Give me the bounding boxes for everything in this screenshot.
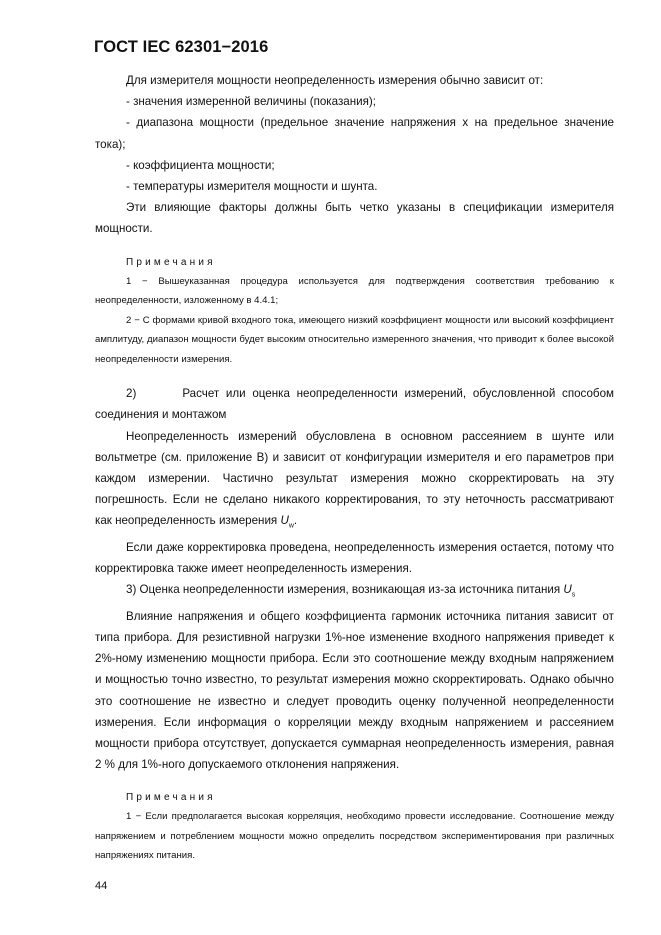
list-item: - значения измеренной величины (показания);	[126, 95, 376, 109]
note-item: 1 − Вышеуказанная процедура используется для подтверждения соответствия требованию к неопределенности, изложенному в 4.4.1;	[95, 275, 614, 307]
page-number: 44	[95, 880, 108, 892]
symbol-letter: U	[280, 514, 289, 528]
paragraph-text: Неопределенность измерений обусловлена в основном рассеянием в шунте или вольтметре (см. приложение В) и зависит от конфигурации измерителя и его параметров при каждом измерении. Частично результат измерения можно скорректировать на эту погрешность. Если не сделано никакого корректирования, то эту неточность рассматривают как неопределенность измерения	[95, 429, 614, 528]
note-item: 1 − Если предполагается высокая корреляция, необходимо провести исследование. Соотношение между напряжением и потреблением мощности можно определить посредством экспериментирования при различных напряжениях питания.	[95, 811, 614, 862]
symbol	[280, 514, 294, 530]
note-heading: Примечания	[126, 792, 216, 804]
paragraph	[95, 426, 614, 537]
list-item: - коэффициента мощности;	[126, 158, 275, 172]
paragraph: Влияние напряжения и общего коэффициента гармоник источника питания зависит от типа прибора. Для резистивной нагрузки 1%-ное изменение входного напряжения приведет к 2%-ному изменению мощности прибора. Если это соотношение между входным напряжением и мощностью точно известно, то результат измерения можно скорректировать. Однако обычно это соотношение не известно и следует проводить оценку полученной неопределенности измерения. Если информация о корреляции между входным напряжением и рассеянием мощности прибора отсутствует, допускается суммарная неопределенность измерения, равная 2 % для 1%-ного допускаемого отклонения напряжения.	[95, 609, 614, 772]
section-title: Расчет или оценка неопределенности измерений, обусловленной способом соединения и монтажом	[95, 387, 614, 422]
symbol-letter: U	[563, 583, 572, 597]
document-header: ГОСТ IEC 62301−2016	[94, 38, 269, 56]
paragraph: Если даже корректировка проведена, неопределенность измерения остается, потому что корректировка также имеет неопределенность измерения.	[95, 540, 614, 576]
symbol	[563, 583, 576, 599]
section-title: 3) Оценка неопределенности измерения, возникающая из-за источника питания	[126, 583, 564, 597]
list-item: - температуры измерителя мощности и шунта.	[126, 180, 378, 194]
note-heading: Примечания	[126, 256, 216, 268]
paragraph: Эти влияющие факторы должны быть четко указаны в спецификации измерителя мощности.	[95, 201, 614, 236]
symbol-subscript: w	[288, 522, 294, 530]
spacer	[95, 369, 614, 383]
list-item: - диапазона мощности (предельное значение напряжения х на предельное значение тока);	[95, 116, 614, 151]
section-heading	[95, 579, 614, 606]
spacer	[95, 240, 614, 254]
page-content	[95, 70, 614, 866]
section-heading	[95, 383, 614, 425]
spacer	[95, 775, 614, 789]
section-number: 2)	[126, 387, 137, 401]
paragraph-end: .	[293, 514, 298, 528]
note-item: 2 − С формами кривой входного тока, имеющего низкий коэффициент мощности или высокий коэффициент амплитуду, диапазон мощности будет высоким относительно измеренного значения, что приводит к более высокой неопределенности измерения.	[95, 314, 614, 365]
symbol-subscript: s	[571, 591, 576, 599]
paragraph: Для измерителя мощности неопределенность измерения обычно зависит от:	[126, 74, 544, 87]
